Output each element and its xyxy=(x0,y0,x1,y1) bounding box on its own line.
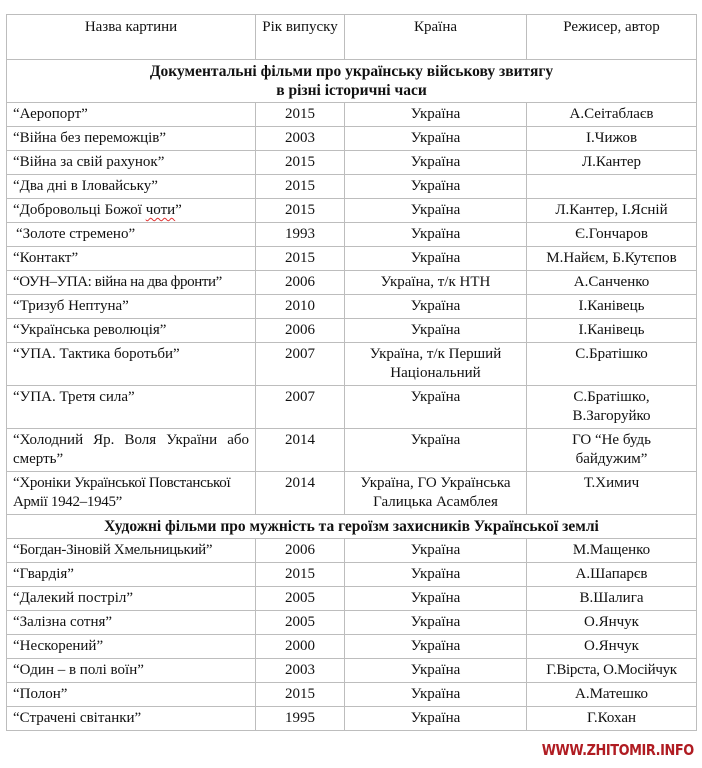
film-country: Україна xyxy=(345,295,527,319)
film-director: Є.Гончаров xyxy=(527,223,697,247)
film-year: 2014 xyxy=(256,472,345,515)
film-country: Україна xyxy=(345,247,527,271)
film-title: “Один – в полі воїн” xyxy=(7,659,256,683)
film-director: Г.Вірста, О.Мосійчук xyxy=(527,659,697,683)
film-title: “Тризуб Нептуна” xyxy=(7,295,256,319)
film-title-prefix: “Добровольці Божої xyxy=(13,202,146,218)
film-title: “Війна без переможців” xyxy=(7,127,256,151)
film-director: С.Братішко, В.Загоруйко xyxy=(527,386,697,429)
film-director: М.Мащенко xyxy=(527,539,697,563)
film-director: С.Братішко xyxy=(527,343,697,386)
table-row xyxy=(7,247,697,271)
film-title-suffix: ” xyxy=(175,202,182,218)
film-director: Г.Кохан xyxy=(527,707,697,731)
film-country: Україна, т/к НТН xyxy=(345,271,527,295)
film-year: 1995 xyxy=(256,707,345,731)
film-director: О.Янчук xyxy=(527,611,697,635)
film-director: І.Чижов xyxy=(527,127,697,151)
table-row xyxy=(7,683,697,707)
film-country: Україна xyxy=(345,103,527,127)
film-year: 2015 xyxy=(256,199,345,223)
film-country: Україна xyxy=(345,611,527,635)
table-row xyxy=(7,587,697,611)
film-director: Т.Химич xyxy=(527,472,697,515)
film-country: Україна xyxy=(345,386,527,429)
film-title: “Нескорений” xyxy=(7,635,256,659)
film-country: Україна xyxy=(345,151,527,175)
film-country: Україна xyxy=(345,319,527,343)
film-director: ГО “Не будь байдужим” xyxy=(527,429,697,472)
film-title: “Богдан-Зіновій Хмельницький” xyxy=(7,539,256,563)
film-year: 2003 xyxy=(256,659,345,683)
film-year: 2015 xyxy=(256,151,345,175)
film-year: 2015 xyxy=(256,175,345,199)
film-country: Україна xyxy=(345,429,527,472)
section-header-documentary xyxy=(7,60,697,103)
film-country: Україна, ГО Українська Галицька Асамблея xyxy=(345,472,527,515)
film-title: “Гвардія” xyxy=(7,563,256,587)
film-director: Л.Кантер xyxy=(527,151,697,175)
film-year: 2007 xyxy=(256,343,345,386)
film-year: 2005 xyxy=(256,611,345,635)
film-title: “УПА. Третя сила” xyxy=(7,386,256,429)
table-row xyxy=(7,271,697,295)
film-director xyxy=(527,175,697,199)
film-title: “Полон” xyxy=(7,683,256,707)
header-year: Рік випуску xyxy=(256,15,345,60)
film-year: 2015 xyxy=(256,247,345,271)
film-year: 2006 xyxy=(256,319,345,343)
film-title: “Золоте стремено” xyxy=(7,223,256,247)
film-title: “Українська революція” xyxy=(7,319,256,343)
table-row xyxy=(7,127,697,151)
film-title xyxy=(7,199,256,223)
film-country: Україна xyxy=(345,175,527,199)
film-title: “Залізна сотня” xyxy=(7,611,256,635)
film-director: М.Найєм, Б.Кутєпов xyxy=(527,247,697,271)
section-heading-line1: Документальні фільми про українську військову звитягу xyxy=(149,63,554,80)
film-title: “Холодний Яр. Воля України або смерть” xyxy=(7,429,256,472)
table-row xyxy=(7,539,697,563)
header-director: Режисер, автор xyxy=(527,15,697,60)
films-table xyxy=(6,14,697,731)
table-row xyxy=(7,707,697,731)
table-row xyxy=(7,611,697,635)
film-year: 2006 xyxy=(256,539,345,563)
table-row xyxy=(7,151,697,175)
film-year: 2003 xyxy=(256,127,345,151)
film-year: 2015 xyxy=(256,683,345,707)
table-row xyxy=(7,103,697,127)
film-country: Україна xyxy=(345,127,527,151)
film-title: “ОУН–УПА: війна на два фронти” xyxy=(7,271,256,295)
film-title: “Війна за свій рахунок” xyxy=(7,151,256,175)
film-director: І.Канівець xyxy=(527,319,697,343)
film-year: 2006 xyxy=(256,271,345,295)
film-year: 2014 xyxy=(256,429,345,472)
film-year: 1993 xyxy=(256,223,345,247)
site-watermark: WWW.ZHITOMIR.INFO xyxy=(541,741,694,759)
table-row xyxy=(7,635,697,659)
film-director: А.Сеітаблаєв xyxy=(527,103,697,127)
film-title: “Далекий постріл” xyxy=(7,587,256,611)
film-year: 2015 xyxy=(256,563,345,587)
film-country: Україна xyxy=(345,563,527,587)
table-row xyxy=(7,319,697,343)
film-year: 2005 xyxy=(256,587,345,611)
film-country: Україна xyxy=(345,707,527,731)
film-title: “Аеропорт” xyxy=(7,103,256,127)
film-country: Україна xyxy=(345,199,527,223)
section-heading-line2: в різні історичні часи xyxy=(276,82,427,99)
film-director: О.Янчук xyxy=(527,635,697,659)
section-heading: Художні фільми про мужність та героїзм захисників Української землі xyxy=(7,515,697,539)
film-country: Україна xyxy=(345,635,527,659)
film-title: “Контакт” xyxy=(7,247,256,271)
section-header-feature xyxy=(7,515,697,539)
film-year: 2010 xyxy=(256,295,345,319)
table-row xyxy=(7,199,697,223)
film-year: 2015 xyxy=(256,103,345,127)
table-row xyxy=(7,659,697,683)
film-country: Україна xyxy=(345,659,527,683)
table-row xyxy=(7,429,697,472)
table-row xyxy=(7,472,697,515)
film-title: “Хроніки Української Повстанської Армії 1942–1945” xyxy=(7,472,256,515)
table-row xyxy=(7,343,697,386)
header-title: Назва картини xyxy=(7,15,256,60)
table-row xyxy=(7,386,697,429)
film-title: “УПА. Тактика боротьби” xyxy=(7,343,256,386)
film-country: Україна, т/к Перший Національний xyxy=(345,343,527,386)
table-header-row xyxy=(7,15,697,60)
table-row xyxy=(7,223,697,247)
film-director: А.Матешко xyxy=(527,683,697,707)
film-director: А.Шапарєв xyxy=(527,563,697,587)
table-row xyxy=(7,563,697,587)
film-director: І.Канівець xyxy=(527,295,697,319)
film-country: Україна xyxy=(345,539,527,563)
film-director: Л.Кантер, І.Ясній xyxy=(527,199,697,223)
film-country: Україна xyxy=(345,683,527,707)
film-director: А.Санченко xyxy=(527,271,697,295)
film-director: В.Шалига xyxy=(527,587,697,611)
header-country: Країна xyxy=(345,15,527,60)
spellcheck-flagged-word: чоти xyxy=(145,202,176,218)
film-title: “Страчені світанки” xyxy=(7,707,256,731)
film-year: 2000 xyxy=(256,635,345,659)
table-row xyxy=(7,175,697,199)
table-row xyxy=(7,295,697,319)
film-title: “Два дні в Іловайську” xyxy=(7,175,256,199)
film-year: 2007 xyxy=(256,386,345,429)
film-country: Україна xyxy=(345,587,527,611)
film-country: Україна xyxy=(345,223,527,247)
